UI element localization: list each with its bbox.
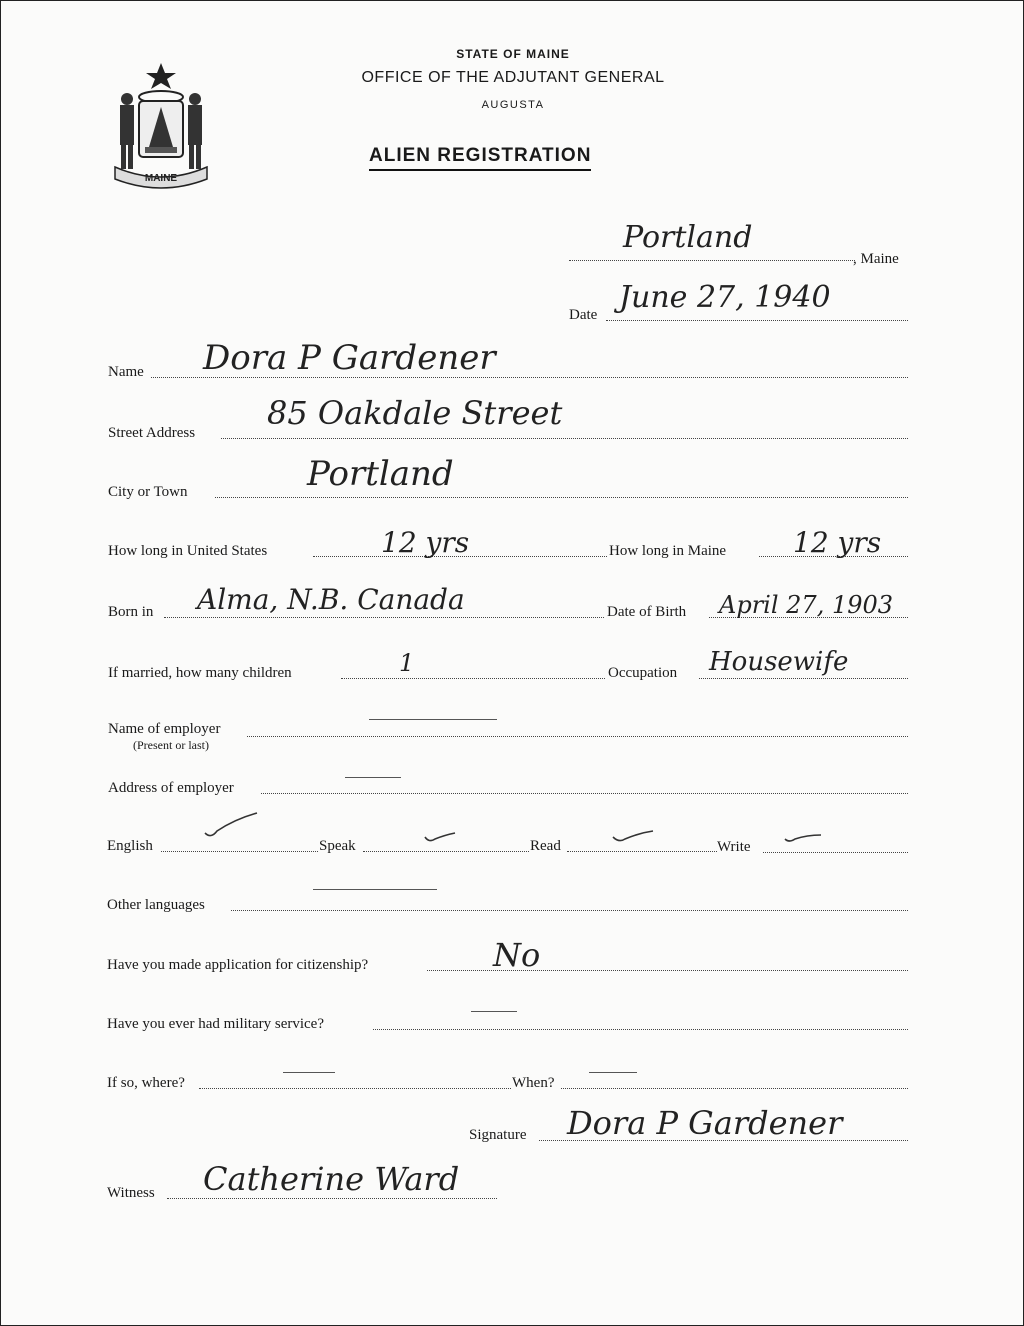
form-title: ALIEN REGISTRATION: [369, 145, 591, 171]
date-of-birth-value: April 27, 1903: [719, 591, 894, 619]
city-heading: AUGUSTA: [481, 99, 545, 111]
other-languages-label: Other languages: [107, 897, 205, 913]
place-suffix: , Maine: [853, 251, 899, 267]
english-label: English: [107, 838, 153, 854]
name-value: Dora P Gardener: [203, 338, 496, 378]
where-line: [199, 1088, 511, 1089]
employer-name-line: [247, 736, 908, 737]
place-line: [569, 260, 855, 261]
military-line: [373, 1029, 908, 1030]
years-maine-value: 12 yrs: [793, 526, 882, 559]
read-label: Read: [530, 838, 561, 854]
occupation-label: Occupation: [608, 665, 678, 681]
date-value: June 27, 1940: [619, 280, 831, 315]
where-label: If so, where?: [107, 1075, 185, 1091]
english-check-icon: [201, 811, 261, 841]
city-town-label: City or Town: [108, 484, 188, 500]
employer-address-label: Address of employer: [108, 780, 234, 796]
born-in-label: Born in: [108, 604, 154, 620]
years-us-label: How long in United States: [108, 543, 268, 559]
employer-address-line: [261, 793, 908, 794]
years-us-value: 12 yrs: [381, 526, 470, 559]
street-address-value: 85 Oakdale Street: [267, 394, 563, 432]
name-label: Name: [108, 364, 144, 380]
speak-check-icon: [421, 829, 461, 849]
city-town-line: [215, 497, 908, 498]
english-line: [161, 851, 318, 852]
citizenship-value: No: [493, 936, 541, 974]
citizenship-label: Have you made application for citizenship?: [107, 957, 369, 973]
witness-value: Catherine Ward: [203, 1160, 460, 1198]
employer-name-label: Name of employer: [108, 721, 221, 737]
other-languages-line: [231, 910, 908, 911]
employer-name-dash: [369, 719, 497, 720]
signature-label: Signature: [469, 1127, 527, 1143]
date-line: [606, 320, 908, 321]
when-label: When?: [512, 1075, 555, 1091]
write-label: Write: [717, 839, 751, 855]
state-heading: STATE OF MAINE: [456, 47, 570, 61]
military-dash: [471, 1011, 517, 1012]
read-line: [567, 851, 717, 852]
seal-label: MAINE: [144, 173, 178, 184]
occupation-line: [699, 678, 908, 679]
write-check-icon: [781, 829, 827, 849]
street-address-line: [221, 438, 908, 439]
children-line: [341, 678, 605, 679]
born-in-value: Alma, N.B. Canada: [197, 583, 465, 616]
where-dash: [283, 1072, 335, 1073]
street-address-label: Street Address: [108, 425, 196, 441]
children-value: 1: [399, 649, 415, 677]
occupation-value: Housewife: [709, 647, 849, 677]
witness-label: Witness: [107, 1185, 155, 1201]
years-maine-label: How long in Maine: [609, 543, 727, 559]
place-value: Portland: [623, 220, 753, 255]
read-check-icon: [609, 827, 659, 849]
military-label: Have you ever had military service?: [107, 1016, 324, 1032]
witness-line: [167, 1198, 497, 1199]
date-of-birth-label: Date of Birth: [607, 604, 687, 620]
employer-address-dash: [345, 777, 401, 778]
employer-name-sublabel: (Present or last): [133, 738, 209, 752]
signature-value: Dora P Gardener: [567, 1104, 843, 1142]
office-heading: OFFICE OF THE ADJUTANT GENERAL: [361, 69, 665, 86]
when-dash: [589, 1072, 637, 1073]
date-label: Date: [569, 307, 598, 323]
when-line: [561, 1088, 908, 1089]
city-town-value: Portland: [307, 454, 454, 494]
born-in-line: [164, 617, 604, 618]
children-label: If married, how many children: [108, 665, 292, 681]
speak-line: [363, 851, 529, 852]
speak-label: Speak: [319, 838, 356, 854]
other-languages-dash: [313, 889, 437, 890]
write-line: [763, 852, 908, 853]
